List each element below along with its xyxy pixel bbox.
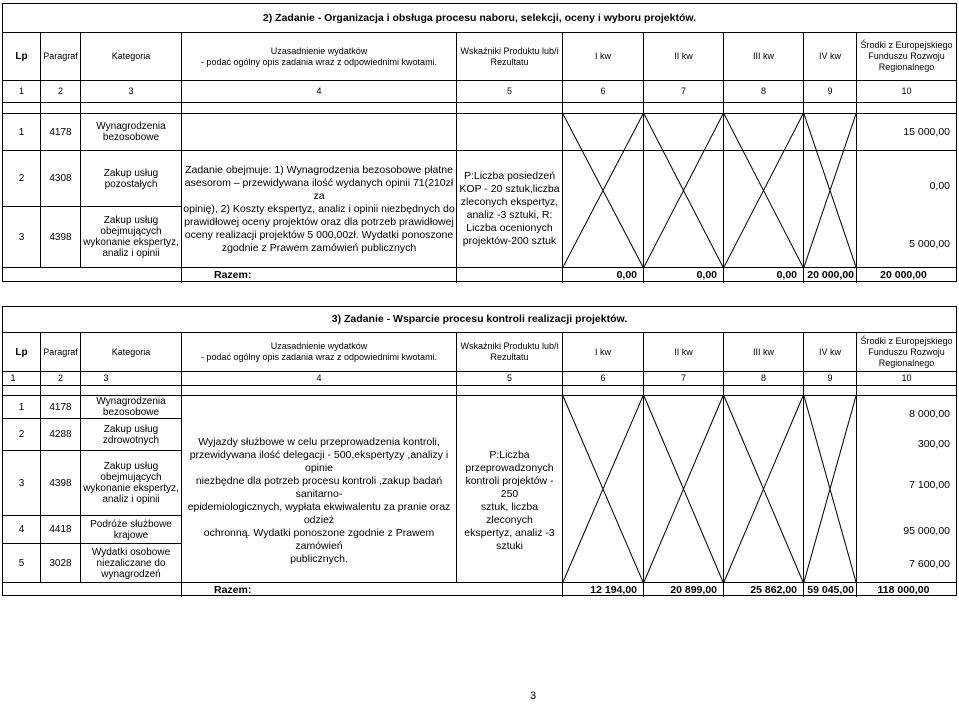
header-q2: II kw <box>674 51 693 61</box>
header-q2: II kw <box>674 346 693 357</box>
table-row-kategoria: Podróże służbowe krajowe <box>90 518 172 541</box>
header-wskazniki: Wskaźniki Produktu lub/i Rezultatu <box>460 341 559 362</box>
sum-q3: 25 862,00 <box>750 583 797 596</box>
sum-total: 20 000,00 <box>880 269 927 281</box>
sum-label: Razem: <box>214 583 252 596</box>
table-row-kategoria: Zakup usług obejmujących wykonanie ekspertyz, analiz i opinii <box>83 215 179 259</box>
cross-mark <box>724 114 803 267</box>
header-srodki: Środki z Europejskiego Funduszu Rozwoju Regionalnego <box>860 335 953 368</box>
table-row-lp: 4 <box>18 524 25 535</box>
header-wskazniki: Wskaźniki Produktu lub/i Rezultatu <box>460 45 559 67</box>
table-row-lp: 2 <box>18 173 25 184</box>
table-row-paragraf: 4398 <box>49 231 72 243</box>
table-row-paragraf: 4288 <box>49 429 72 440</box>
cross-mark <box>563 114 643 267</box>
header-kategoria: Kategoria <box>111 51 151 61</box>
colnum-2: 2 <box>57 86 63 96</box>
section2-table <box>2 3 957 282</box>
table-row-lp: 3 <box>18 231 25 243</box>
table-row-lp: 1 <box>18 401 25 413</box>
colnum-9: 9 <box>827 86 833 96</box>
colnum-4: 4 <box>316 373 322 383</box>
section3-title: 3) Zadanie - Wsparcie procesu kontroli realizacji projektów. <box>331 313 628 325</box>
table-row-kategoria: Wydatki osobowe niezaliczane do wynagrodzeń <box>91 546 171 580</box>
colnum-7: 7 <box>680 373 686 383</box>
cross-mark <box>644 114 723 267</box>
table-row-paragraf: 3028 <box>49 557 72 569</box>
sum-q4: 59 045,00 <box>807 583 854 596</box>
cross-mark <box>563 396 643 582</box>
colnum-8: 8 <box>760 373 766 383</box>
cross-mark <box>644 396 723 582</box>
table-row-paragraf: 4398 <box>49 477 72 489</box>
header-srodki: Środki z Europejskiego Funduszu Rozwoju Regionalnego <box>860 40 953 72</box>
amount-cell: 7 100,00 <box>909 478 950 491</box>
header-q4: IV kw <box>818 51 841 61</box>
task-indicators: P:Liczba posiedzeń KOP - 20 sztuk,liczba zleconych ekspertyz, analiz -3 sztuki, R: Liczba ocenionych projektów-200 sztuk <box>459 170 560 247</box>
sum-q1: 12 194,00 <box>590 583 637 596</box>
colnum-10: 10 <box>901 86 912 96</box>
table-row-paragraf: 4178 <box>49 126 72 138</box>
table-row-kategoria: Wynagrodzenia bezosobowe <box>96 396 166 418</box>
sum-total: 118 000,00 <box>877 583 930 596</box>
header-q1: I kw <box>594 346 611 357</box>
amount-cell: 15 000,00 <box>903 125 950 138</box>
page-number: 3 <box>530 690 537 702</box>
cross-mark <box>804 396 856 582</box>
table-row-kategoria: Wynagrodzenia bezosobowe <box>96 121 166 143</box>
table-row-lp: 5 <box>18 557 25 569</box>
section3-table <box>2 306 957 596</box>
colnum-8: 8 <box>760 86 766 96</box>
sum-label: Razem: <box>214 269 252 281</box>
header-paragraf: Paragraf <box>43 51 78 61</box>
table-row-kategoria: Zakup usług obejmujących wykonanie ekspertyz, analiz i opinii <box>83 461 179 505</box>
table-row-paragraf: 4308 <box>49 173 72 184</box>
table-row-paragraf: 4418 <box>49 524 72 535</box>
amount-cell: 95 000,00 <box>903 524 950 537</box>
header-uzasadnienie: Uzasadnienie wydatków - podać ogólny opis zadania wraz z odpowiednimi kwotami. <box>200 45 438 67</box>
amount-cell: 300,00 <box>917 437 950 450</box>
sum-q4: 20 000,00 <box>807 269 854 281</box>
colnum-9: 9 <box>827 373 833 383</box>
colnum-4: 4 <box>316 86 322 96</box>
table-row-paragraf: 4178 <box>49 401 72 413</box>
table-row-lp: 1 <box>18 126 25 138</box>
header-q3: III kw <box>752 346 774 357</box>
sum-q2: 20 899,00 <box>670 583 717 596</box>
header-q4: IV kw <box>818 346 841 357</box>
header-lp: Lp <box>15 346 28 358</box>
sum-q1: 0,00 <box>616 269 637 281</box>
header-kategoria: Kategoria <box>111 346 151 357</box>
amount-cell: 7 600,00 <box>909 557 950 570</box>
colnum-1: 1 <box>10 373 16 383</box>
colnum-7: 7 <box>680 86 686 96</box>
colnum-10: 10 <box>901 373 912 383</box>
colnum-5: 5 <box>506 86 512 96</box>
table-row-kategoria: Zakup usług zdrowotnych <box>102 423 160 446</box>
header-q3: III kw <box>752 51 774 61</box>
table-row-lp: 2 <box>18 429 25 440</box>
colnum-1: 1 <box>18 86 24 96</box>
cross-mark <box>804 114 856 267</box>
header-uzasadnienie: Uzasadnienie wydatków - podać ogólny opis zadania wraz z odpowiednimi kwotami. <box>200 341 438 362</box>
amount-cell: 8 000,00 <box>909 407 950 420</box>
colnum-3: 3 <box>103 373 109 383</box>
amount-cell: 5 000,00 <box>909 237 950 250</box>
amount-cell: 0,00 <box>929 179 950 192</box>
colnum-6: 6 <box>600 86 606 96</box>
colnum-6: 6 <box>600 373 606 383</box>
header-paragraf: Paragraf <box>43 346 78 357</box>
sum-q3: 0,00 <box>776 269 797 281</box>
task-indicators: P:Liczba przeprowadzonych kontroli projektów - 250 sztuk, liczba zleconych ekspertyz, analiz -3 sztuki <box>464 449 555 552</box>
table-row-kategoria: Zakup usług pozostałych <box>103 167 159 190</box>
header-q1: I kw <box>594 51 611 61</box>
section2-title: 2) Zadanie - Organizacja i obsługa procesu naboru, selekcji, oceny i wyboru projektów. <box>262 11 697 24</box>
task-description: Zadanie obejmuje: 1) Wynagrodzenia bezosobowe płatne asesorom – przewidywana ilość wydanych opinii 71(210zł za opinię), 2) Koszty ekspertyz, analiz i opinii niezbędnych do prawidłowej oceny projektów oraz dla potrzeb prawidłowej oceny realizacji projektów 5 000,00zł. Wydatki ponoszone zgodnie z Prawem zamówień publicznych <box>183 163 455 254</box>
table-row-lp: 3 <box>18 477 25 489</box>
task-description: Wyjazdy służbowe w celu przeprowadzenia kontroli, przewidywana ilość delegacji - 500,ekspertyzy ,analizy i opinie niezbędne dla potrzeb procesu kontroli ,zakup badań sanitarno- epidemiologicznych, wypłata ekwiwalentu za pranie oraz odzież ochronną. Wydatki ponoszone zgodnie z Prawem zamówień publicznych. <box>187 436 451 565</box>
cross-mark <box>724 396 803 582</box>
colnum-2: 2 <box>57 373 63 383</box>
sum-q2: 0,00 <box>696 269 717 281</box>
colnum-5: 5 <box>506 373 512 383</box>
header-lp: Lp <box>15 51 28 62</box>
colnum-3: 3 <box>128 86 134 96</box>
